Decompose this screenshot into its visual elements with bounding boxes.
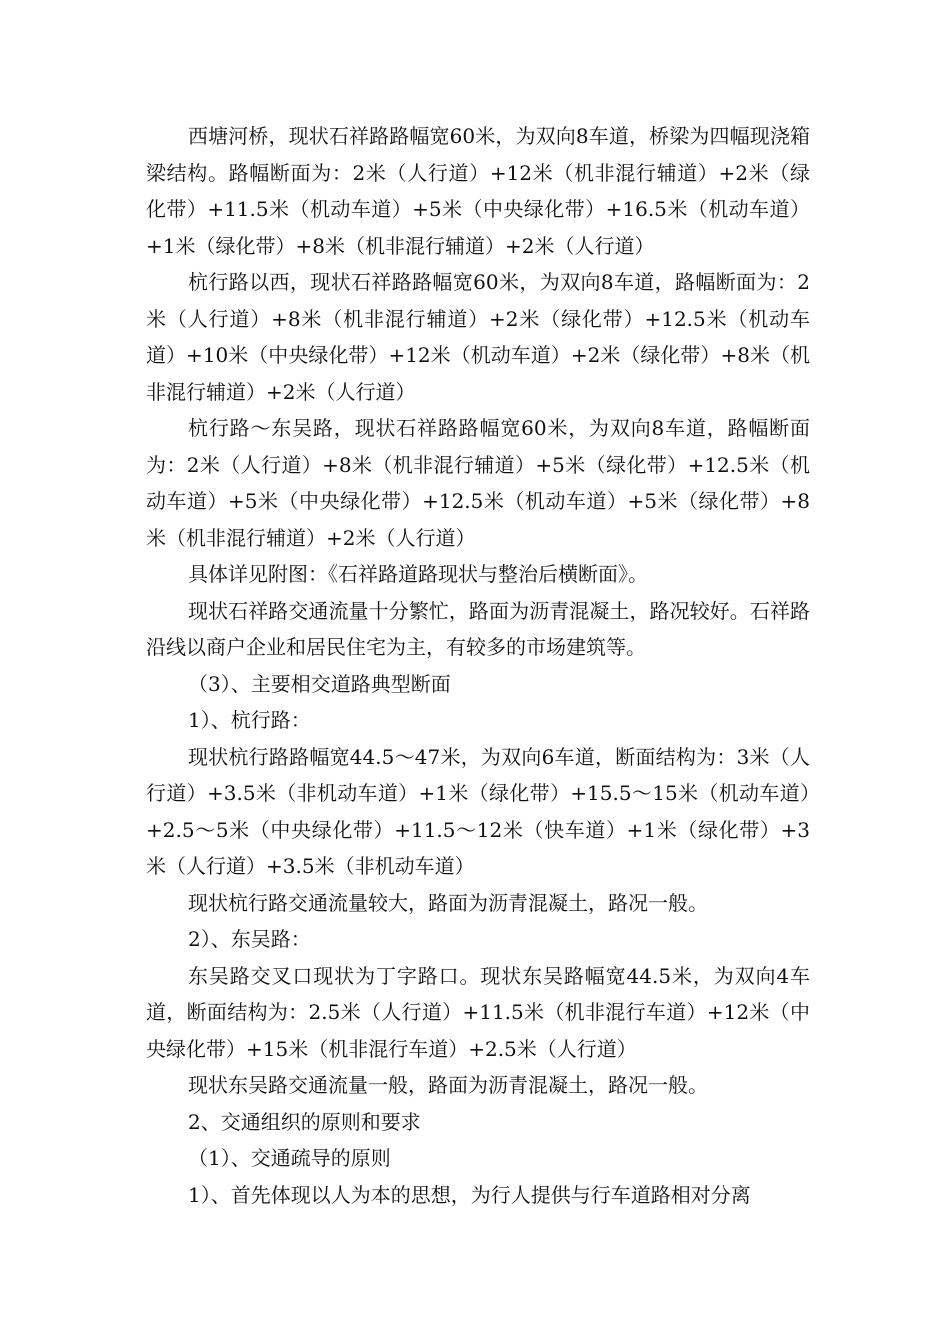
heading-hangxing-road: 1）、杭行路：: [188, 708, 311, 732]
document-page: [146, 118, 810, 1213]
paragraph-traffic-status: 现状石祥路交通流量十分繁忙，路面为沥青混凝土，路况较好。石祥路沿线以商户企业和居民住宅为主，有较多的市场建筑等。: [146, 598, 810, 659]
heading-traffic-principles: （1）、交通疏导的原则: [188, 1146, 391, 1170]
paragraph-xitanghe-bridge: 西塘河桥，现状石祥路路幅宽60米，为双向8车道，桥梁为四幅现浇箱梁结构。路幅断面为：2米（人行道）+12米（机非混行辅道）+2米（绿化带）+11.5米（机动车道）+5米（中央绿化带）+16.5米（机动车道）+1米（绿化带）+8米（机非混行辅道）+2米（人行道）: [146, 124, 810, 258]
heading-dongwu-road: 2）、东吴路：: [188, 927, 311, 951]
paragraph-hangxing-traffic: 现状杭行路交通流量较大，路面为沥青混凝土，路况一般。: [188, 890, 708, 915]
paragraph-hangxing-cross-section: 现状杭行路路幅宽44.5～47米，为双向6车道，断面结构为：3米（人行道）+3.5米（非机动车道）+1米（绿化带）+15.5～15米（机动车道）+2.5～5米（中央绿化带）+11.5～12米（快车道）+1米（绿化带）+3米（人行道）+3.5米（非机动车道）: [146, 744, 810, 878]
paragraph-dongwu-cross-section: 东吴路交叉口现状为丁字路口。现状东吴路幅宽44.5米，为双向4车道，断面结构为：2.5米（人行道）+11.5米（机非混行车道）+12米（中央绿化带）+15米（机非混行车道）+2.5米（人行道）: [146, 963, 810, 1061]
paragraph-west-of-hangxing: 杭行路以西，现状石祥路路幅宽60米，为双向8车道，路幅断面为：2米（人行道）+8米（机非混行辅道）+2米（绿化带）+12.5米（机动车道）+10米（中央绿化带）+12米（机动车道）+2米（绿化带）+8米（机非混行辅道）+2米（人行道）: [146, 270, 810, 404]
paragraph-dongwu-traffic: 现状东吴路交通流量一般，路面为沥青混凝土，路况一般。: [188, 1073, 708, 1097]
heading-main-intersecting-roads: （3）、主要相交道路典型断面: [188, 671, 451, 696]
paragraph-hangxing-to-dongwu: 杭行路～东吴路，现状石祥路路幅宽60米，为双向8车道，路幅断面为：2米（人行道）+8米（机非混行辅道）+5米（绿化带）+12.5米（机动车道）+5米（中央绿化带）+12.5米（机动车道）+5米（绿化带）+8米（机非混行辅道）+2米（人行道）: [146, 416, 810, 550]
heading-traffic-organization: 2、交通组织的原则和要求: [188, 1109, 421, 1134]
paragraph-see-appendix: 具体详见附图：《石祥路道路现状与整治后横断面》。: [188, 562, 648, 586]
paragraph-principle-1: 1）、首先体现以人为本的思想，为行人提供与行车道路相对分离: [188, 1182, 751, 1207]
